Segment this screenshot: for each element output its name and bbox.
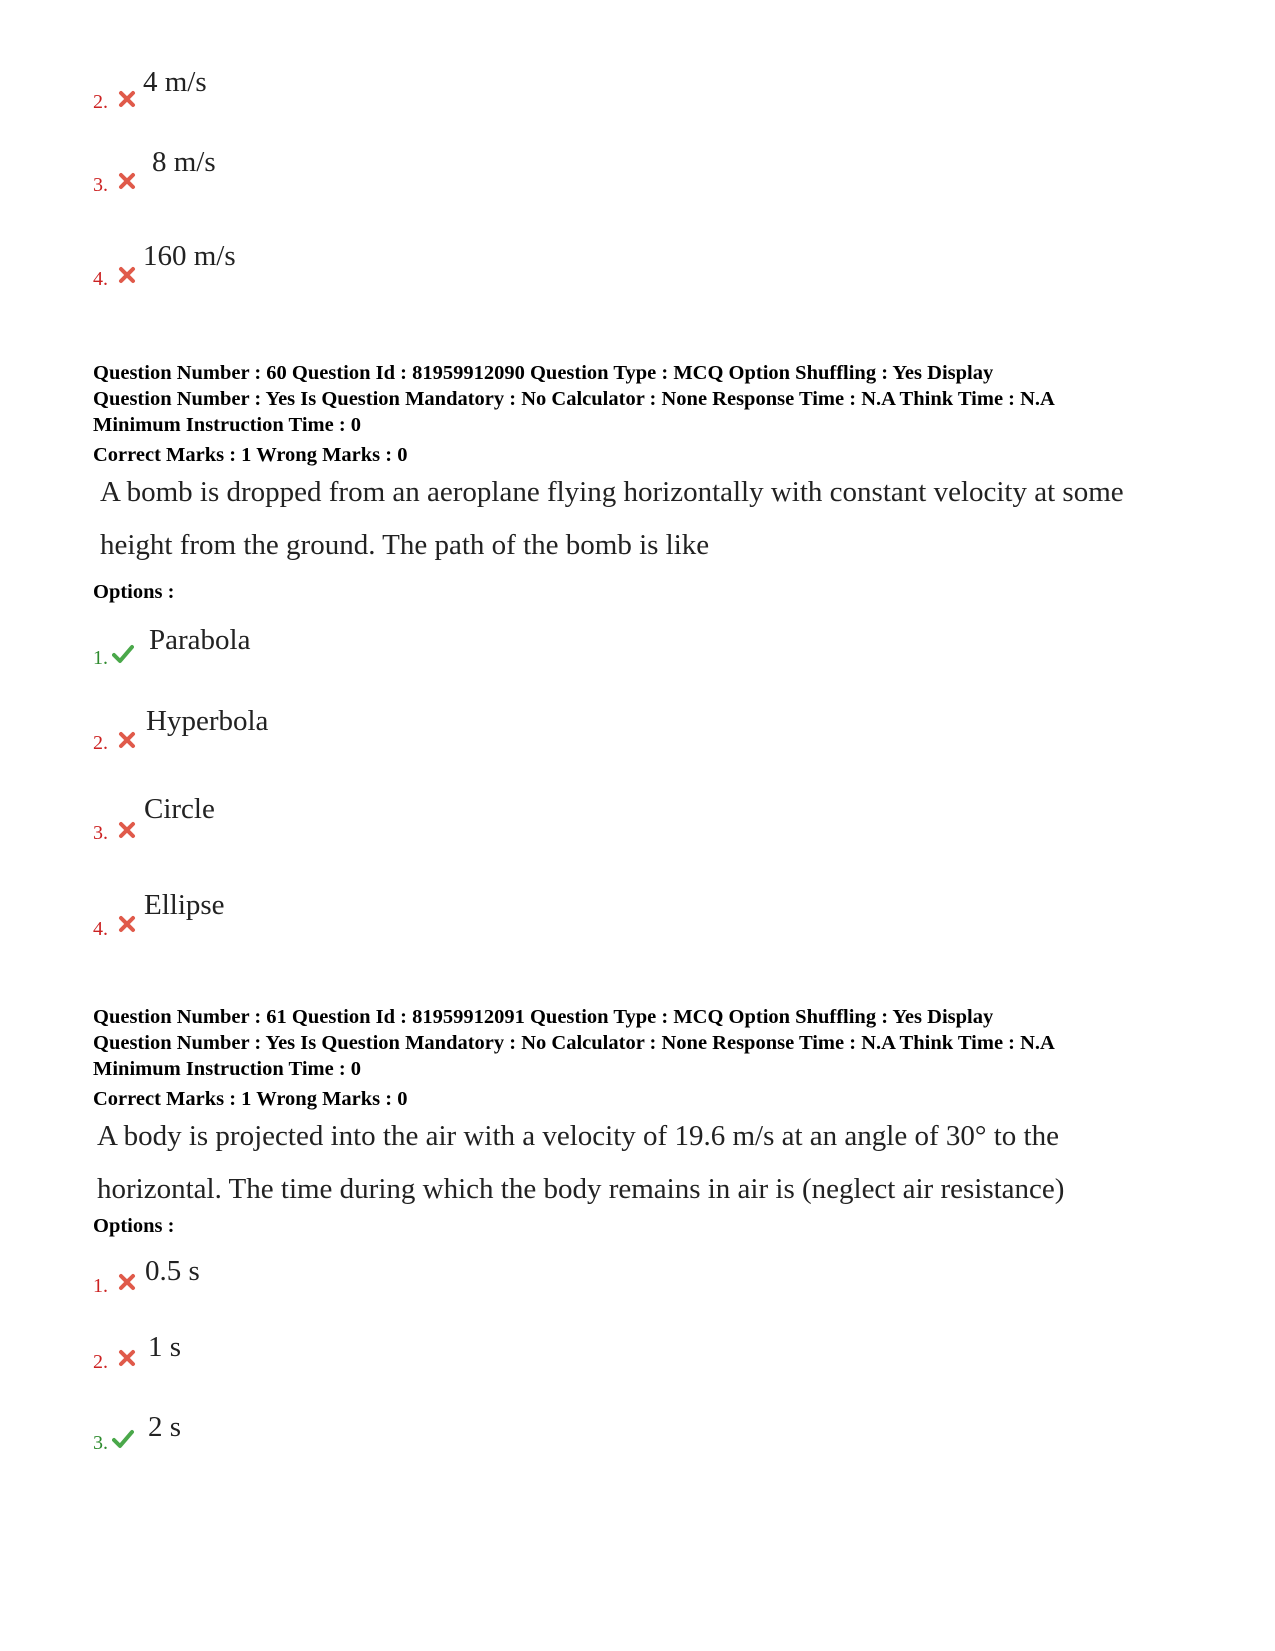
option-number: 3. [93,174,108,196]
meta-line: Question Number : Yes Is Question Mandatory : No Calculator : None Response Time : N.A Think Time : N.A [93,1032,1055,1054]
option-text: Ellipse [144,889,225,921]
cross-icon [118,1349,136,1367]
option-item [0,240,1275,300]
option-item [0,146,1275,206]
option-number: 3. [93,822,108,844]
option-text: Hyperbola [146,705,269,737]
meta-line: Question Number : 60 Question Id : 81959912090 Question Type : MCQ Option Shuffling : Yes Display [93,362,994,384]
question-text [97,1110,1237,1216]
question-meta [93,1004,1243,1112]
cross-icon [118,731,136,749]
option-text: 160 m/s [143,240,236,272]
option-text: 0.5 s [145,1255,200,1287]
question-text [100,466,1240,572]
option-item [0,1255,1275,1315]
question-text-line: A body is projected into the air with a velocity of 19.6 m/s at an angle of 30° to the [97,1120,1059,1152]
cross-icon [118,90,136,108]
meta-line: Minimum Instruction Time : 0 [93,414,362,436]
meta-line: Question Number : Yes Is Question Mandatory : No Calculator : None Response Time : N.A Think Time : N.A [93,388,1055,410]
question-text-line: horizontal. The time during which the body remains in air is (neglect air resistance) [97,1173,1065,1205]
check-icon [112,1429,134,1449]
option-item [0,66,1275,126]
cross-icon [118,266,136,284]
option-number: 1. [93,647,108,669]
cross-icon [118,821,136,839]
options-label: Options : [93,1215,175,1237]
option-number: 2. [93,1351,108,1373]
question-meta [93,360,1243,468]
question-text-line: height from the ground. The path of the bomb is like [100,529,710,561]
option-text: 1 s [148,1331,182,1363]
option-item [0,1331,1275,1391]
options-label: Options : [93,581,175,603]
option-text: 8 m/s [152,146,216,178]
option-item [0,889,1275,949]
question-text-line: A bomb is dropped from an aeroplane flying horizontally with constant velocity at some [100,476,1124,508]
marks-line: Correct Marks : 1 Wrong Marks : 0 [93,1088,408,1110]
check-icon [112,644,134,664]
cross-icon [118,1273,136,1291]
cross-icon [118,915,136,933]
option-number: 4. [93,918,108,940]
option-number: 4. [93,268,108,290]
option-text: 4 m/s [143,66,207,98]
option-item [0,624,1275,684]
option-item [0,793,1275,853]
option-number: 2. [93,732,108,754]
option-item [0,705,1275,765]
option-text: Circle [144,793,215,825]
cross-icon [118,172,136,190]
option-number: 1. [93,1275,108,1297]
meta-line: Minimum Instruction Time : 0 [93,1058,362,1080]
option-item [0,1411,1275,1471]
marks-line: Correct Marks : 1 Wrong Marks : 0 [93,444,408,466]
option-number: 3. [93,1432,108,1454]
meta-line: Question Number : 61 Question Id : 81959912091 Question Type : MCQ Option Shuffling : Yes Display [93,1006,994,1028]
option-text: 2 s [148,1411,182,1443]
option-text: Parabola [149,624,251,656]
option-number: 2. [93,91,108,113]
